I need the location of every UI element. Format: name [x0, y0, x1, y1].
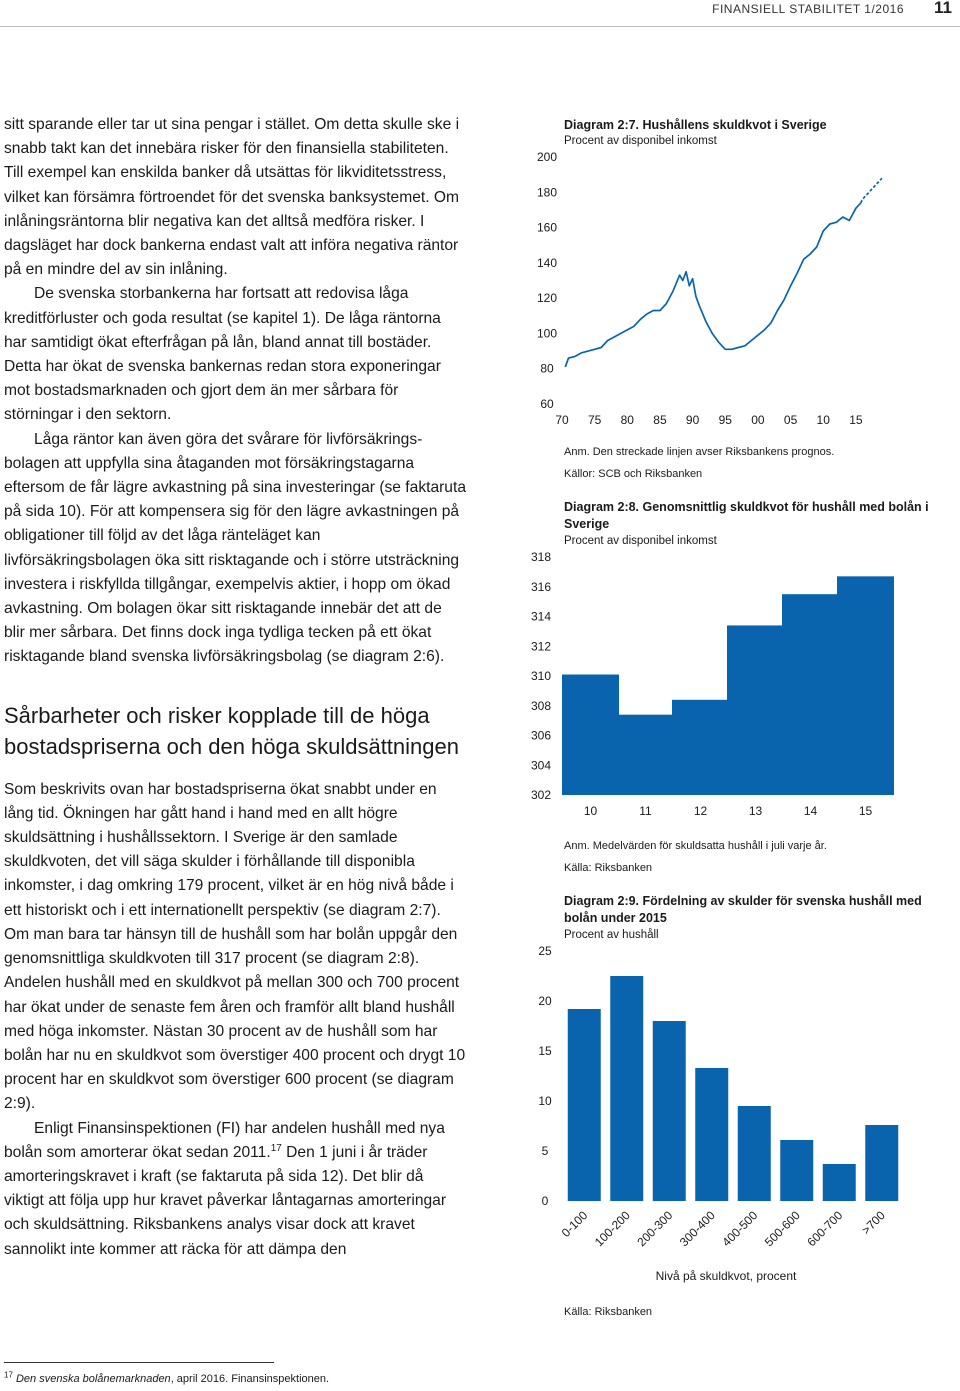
paragraph: Låga räntor kan även göra det svårare för livförsäkringsbolagen att uppfylla sina åtaganden mot försäkringstagarna eftersom de får lägre avkastning på sina investeringar (se faktaruta på sida 10). För att kompensera sig för den lägre avkastningen på obligationer till följd av det låga ränteläget kan livförsäkringsbolagen öka sitt risktagande och i större utsträckning investera i riskfyllda tillgångar, exempelvis aktier, i hopp om ökad avkastning. Om bolagen ökar sitt risktagande innebär det att de blir mer sårbara. Det finns dock inga tydliga tecken på ett ökat risktagande bland svenska livförsäkringsbolag (se diagram 2:6).: [4, 430, 466, 666]
chart-note: Anm. Den streckade linjen avser Riksbankens prognos.: [564, 446, 835, 458]
footnote-title: Den svenska bolånemarknaden: [15, 1373, 171, 1385]
data-line: [565, 203, 861, 367]
x-tick-label: 400-500: [719, 1208, 761, 1250]
bar: [653, 1021, 686, 1201]
bar: [780, 1140, 813, 1201]
x-tick-label: 90: [685, 413, 700, 427]
y-tick-label: 310: [530, 669, 552, 683]
x-tick-label: 15: [849, 413, 863, 427]
x-axis-label: Nivå på skuldkvot, procent: [655, 1269, 797, 1283]
y-tick-label: 304: [530, 758, 552, 773]
y-tick-label: 80: [540, 361, 554, 376]
x-tick-label: 85: [653, 413, 667, 427]
y-tick-label: 60: [540, 397, 554, 411]
chart-title: Diagram 2:8. Genomsnittlig skuldkvot för hushåll med bolån i Sverige: [564, 500, 929, 531]
y-tick-label: 140: [536, 255, 558, 270]
chart-subtitle: Procent av hushåll: [564, 929, 659, 941]
chart-source: Källa: Riksbanken: [564, 1306, 653, 1318]
chart-subtitle: Procent av disponibel inkomst: [564, 535, 717, 547]
y-tick-label: 314: [530, 609, 552, 624]
x-tick-label: 0-100: [558, 1208, 591, 1240]
y-tick-label: 200: [536, 150, 558, 164]
y-tick-label: 306: [530, 728, 552, 743]
chart-subtitle: Procent av disponibel inkomst: [564, 135, 717, 147]
x-tick-label: 80: [620, 413, 634, 427]
footnote-reference[interactable]: 17: [270, 1142, 282, 1154]
x-tick-label: 10: [816, 413, 830, 427]
x-tick-label: 12: [693, 804, 708, 818]
bar: [738, 1106, 771, 1201]
y-tick-label: 318: [530, 550, 552, 564]
bar: [568, 1009, 601, 1201]
bar: [782, 594, 839, 795]
publication-title: FINANSIELL STABILITET 1/2016: [712, 2, 904, 16]
chart-source: Källor: SCB och Riksbanken: [564, 468, 703, 480]
chart-source: Källa: Riksbanken: [564, 862, 653, 874]
bar: [695, 1068, 728, 1201]
paragraph-text: Enligt Finansinspektionen (FI) har andelen hushåll med nya bolån som amorterar ökat sedan 2011.: [4, 1119, 445, 1161]
bar: [837, 576, 894, 795]
x-tick-label: 11: [639, 804, 652, 818]
x-tick-label: 95: [718, 413, 732, 427]
x-tick-label: 05: [783, 413, 798, 427]
page-number: 11: [934, 0, 952, 17]
paragraph-text: Den 1 juni i år träder amorteringskravet i kraft (se faktaruta på sida 12). Det blir då viktigt att följa upp hur kravet påverkar låntagarnas amorteringar och skuldsättning. Riksbankens analys visar dock att kravet sannolikt inte kommer att räcka för att dämpa den: [4, 1143, 447, 1258]
x-tick-label: 10: [583, 804, 598, 818]
bar: [610, 976, 643, 1201]
paragraph: De svenska storbankerna har fortsatt att redovisa låga kreditförluster och goda resultat (se kapitel 1). De låga räntorna har samtidigt ökat efterfrågan på lån, bland annat till bostäder. Detta har ökat de svenska bankernas redan stora exponeringar mot bostadsmarknaden och gjort dem än mer sårbara för störningar i den sektorn.: [4, 285, 441, 424]
chart-title: Diagram 2:9. Fördelning av skulder för svenska hushåll med bolån under 2015: [564, 894, 922, 925]
forecast-line: [861, 178, 882, 203]
x-tick-label: 600-700: [804, 1208, 846, 1250]
y-tick-label: 5: [541, 1144, 549, 1158]
x-tick-label: 500-600: [761, 1208, 803, 1250]
y-tick-label: 316: [530, 579, 552, 594]
chart-note: Anm. Medelvärden för skuldsatta hushåll i juli varje år.: [564, 840, 827, 852]
x-tick-label: 75: [587, 413, 602, 427]
x-tick-label: 14: [803, 804, 818, 818]
paragraph: Som beskrivits ovan har bostadspriserna ökat snabbt under en lång tid. Ökningen har gått hand i hand med en allt högre skuldsättning i hushållssektorn. I Sverige är den samlade skuldkvoten, det vill säga skulder i förhållande till disponibla inkomster, i dag omkring 179 procent, vilket är en hög nivå både i ett historiskt och i ett internationellt perspektiv (se diagram 2:7). Om man bara tar hänsyn till de hushåll som har bolån uppgår den genomsnittliga skuldkvoten till 317 procent (se diagram 2:8). Andelen hushåll med en skuldkvot på mellan 300 och 700 procent har ökat under de senaste fem åren och framför allt bland hushåll med höga inkomster. Nästan 30 procent av de hushåll som har bolån har nu en skuldkvot som överstiger 400 procent och drygt 10 procent har en skuldkvot som överstiger 600 procent (se diagram 2:9).: [4, 780, 466, 1113]
y-tick-label: 25: [538, 944, 552, 958]
footnote-number: 17: [4, 1370, 13, 1380]
y-tick-label: 312: [530, 639, 552, 654]
x-tick-label: 70: [555, 413, 569, 427]
bar: [727, 625, 784, 795]
y-tick-label: 160: [536, 220, 558, 235]
x-tick-label: 15: [858, 804, 873, 818]
bar: [823, 1164, 856, 1201]
x-tick-label: 100-200: [591, 1208, 633, 1250]
y-tick-label: 308: [530, 698, 552, 713]
paragraph: sitt sparande eller tar ut sina pengar i stället. Om detta skulle ske i snabb takt kan det innebära risker för den finansiella stabiliteten. Till exempel kan enskilda banker då utsättas för likviditetsstress, vilket kan försämra förtroendet för det svenska banksystemet. Om inlåningsräntorna blir negativa kan det alltså medföra risker. I dagsläget har dock bankerna endast valt att införa negativa räntor på en mindre del av sin inlåning.: [4, 116, 460, 279]
bar: [562, 675, 619, 795]
x-tick-label: >700: [858, 1208, 888, 1238]
y-tick-label: 20: [538, 994, 552, 1008]
y-tick-label: 10: [538, 1094, 552, 1108]
x-tick-label: 300-400: [676, 1208, 718, 1250]
section-heading: Sårbarheter och risker kopplade till de höga bostadspriserna och den höga skuldsättningen: [4, 702, 459, 759]
x-tick-label: 00: [751, 413, 765, 427]
y-tick-label: 0: [541, 1194, 549, 1208]
y-tick-label: 100: [536, 326, 558, 341]
footnote-text: , april 2016. Finansinspektionen.: [170, 1373, 330, 1385]
bar: [672, 700, 729, 795]
y-tick-label: 302: [530, 788, 552, 802]
y-tick-label: 120: [536, 291, 558, 306]
x-tick-label: 200-300: [634, 1208, 676, 1250]
chart-title: Diagram 2:7. Hushållens skuldkvot i Sverige: [564, 118, 827, 132]
bar: [865, 1125, 898, 1201]
x-tick-label: 13: [748, 804, 763, 818]
y-tick-label: 180: [536, 185, 558, 200]
bar: [617, 715, 674, 795]
y-tick-label: 15: [538, 1044, 552, 1058]
